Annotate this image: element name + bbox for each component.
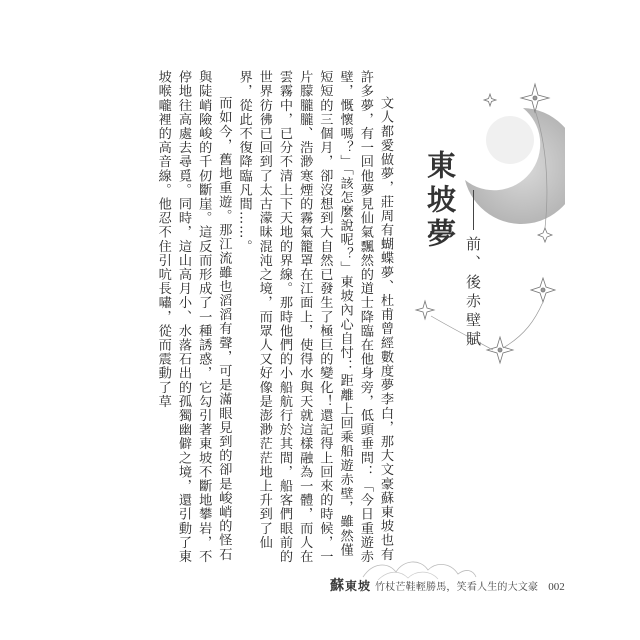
moon-glow bbox=[486, 116, 534, 164]
chapter-subtitle-block bbox=[462, 190, 484, 350]
chapter-title-block bbox=[420, 150, 460, 252]
paragraph-1: 文人都愛做夢，莊周有蝴蝶夢、杜甫曾經數度夢李白，那大文豪蘇東坡也有許多夢，有一回他夢見仙氣飄然的道士降臨在他身旁，低頭垂問：「今日重遊赤壁，慨懷嗎？」「該怎麼說呢？」東坡內心自忖：距離上回乘船遊赤壁，雖然僅短短的三個月，卻沒想到大自然已發生了極巨的變化！還記得上回來的時候，一片朦朧朧、浩渺寒煙的霧氣籠罩在江面上，使得水與天就這樣融為一體，而人在雲霧中，已分不清上下天地的界線。那時他們的小船航行於其間，船客們眼前的世界彷彿已回到了太古濛昧混沌之境，而眾人又好像是澎渺茫茫地上升到了仙界，從此不復降臨凡間……。 bbox=[236, 70, 393, 564]
book-title bbox=[330, 575, 371, 595]
book-title-small: 東坡 bbox=[345, 579, 372, 593]
paragraph-2: 而如今，舊地重遊。那江流雖也滔滔有聲，可是滿眼見到的卻是峻峭的怪石與陡峭險峻的千仞斷崖。這反而形成了一種誘惑，它勾引著東坡不斷地攀岩，不停地往高處去尋覓。同時，這山高月小、水落石出的孤獨幽僻之境，還引動了東坡喉嚨裡的高音線。他忍不住引吭長嘯，從而震動了草 bbox=[155, 70, 232, 564]
body-text bbox=[145, 70, 395, 570]
page-number: 002 bbox=[548, 581, 565, 593]
chapter-subtitle: 前、後赤壁賦 bbox=[464, 236, 482, 350]
book-subtitle: 竹杖芒鞋輕勝馬，笑看人生的大文豪 bbox=[375, 582, 539, 593]
book-title-big: 蘇 bbox=[330, 578, 345, 594]
page-footer bbox=[330, 575, 565, 595]
chapter-title: 東坡夢 bbox=[423, 150, 457, 252]
subtitle-dash bbox=[473, 190, 474, 230]
